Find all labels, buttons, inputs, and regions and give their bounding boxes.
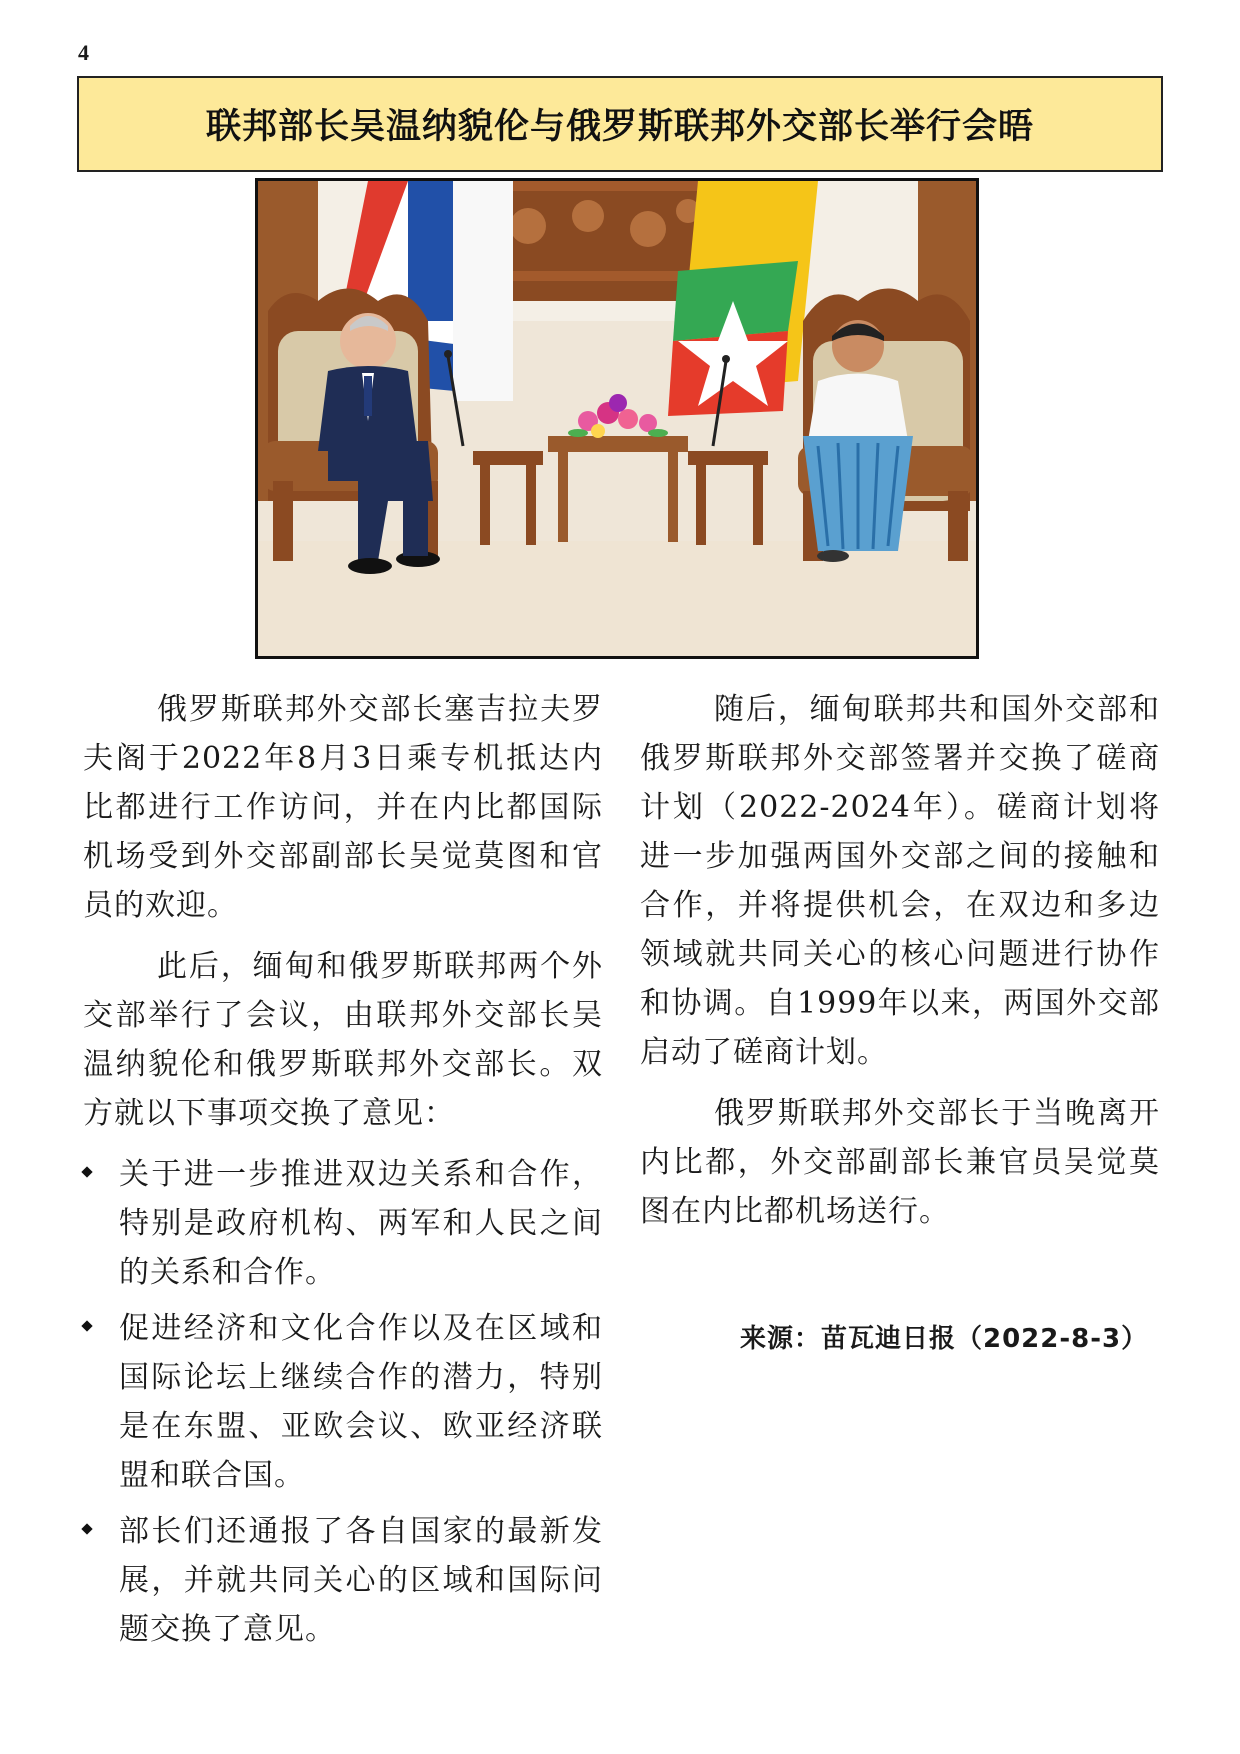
list-item (83, 1150, 603, 1297)
paragraph-departure: 俄罗斯联邦外交部长于当晚离开内比都，外交部副部长兼官员吴觉莫图在内比都机场送行。 (640, 1096, 1160, 1229)
list-item-text: 关于进一步推进双边关系和合作，特别是政府机构、两军和人民之间的关系和合作。 (119, 1157, 603, 1290)
paragraph-meeting: 此后，缅甸和俄罗斯联邦两个外交部举行了会议，由联邦外交部长吴温纳貌伦和俄罗斯联邦外交部长。双方就以下事项交换了意见： (83, 949, 603, 1131)
page-number: 4 (78, 40, 89, 65)
source-citation: 来源：苗瓦迪日报（2022-8-3） (740, 1324, 1149, 1354)
diamond-bullet-icon (81, 1320, 92, 1331)
right-column (640, 685, 1160, 1248)
paragraph-arrival: 俄罗斯联邦外交部长塞吉拉夫罗夫阁于2022年8月3日乘专机抵达内比都进行工作访问，并在内比都国际机场受到外交部副部长吴觉莫图和官员的欢迎。 (83, 692, 603, 923)
list-item-text: 促进经济和文化合作以及在区域和国际论坛上继续合作的潜力，特别是在东盟、亚欧会议、欧亚经济联盟和联合国。 (119, 1311, 603, 1493)
article-photo (255, 178, 979, 659)
paragraph-consultation-plan: 随后，缅甸联邦共和国外交部和俄罗斯联邦外交部签署并交换了磋商计划（2022-2024年）。磋商计划将进一步加强两国外交部之间的接触和合作，并将提供机会，在双边和多边领域就共同关心的核心问题进行协作和协调。自1999年以来，两国外交部启动了磋商计划。 (640, 692, 1160, 1070)
list-item-text: 部长们还通报了各自国家的最新发展，并就共同关心的区域和国际问题交换了意见。 (119, 1514, 603, 1647)
title-banner (77, 76, 1163, 172)
left-column (83, 685, 603, 1661)
list-item (83, 1304, 603, 1500)
photo-of-two-ministers-meeting-icon (258, 181, 976, 656)
diamond-bullet-icon (81, 1523, 92, 1534)
diamond-bullet-icon (81, 1166, 92, 1177)
article-title: 联邦部长吴温纳貌伦与俄罗斯联邦外交部长举行会晤 (205, 107, 1034, 147)
discussion-points-list (83, 1150, 603, 1654)
list-item (83, 1507, 603, 1654)
